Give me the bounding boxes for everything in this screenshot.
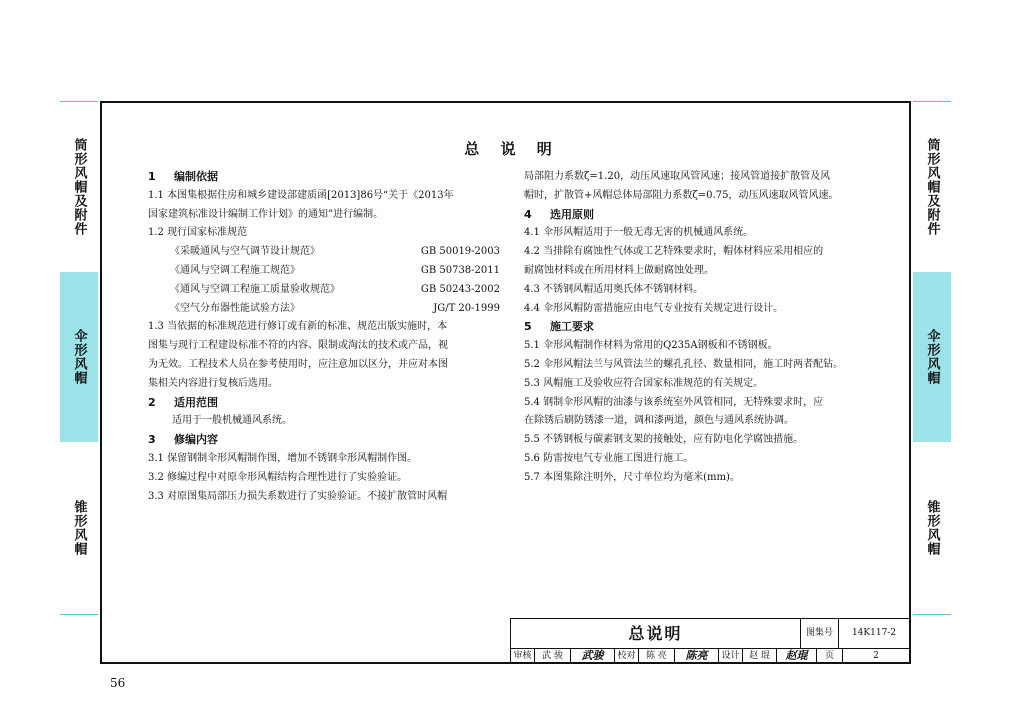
standard-row: 《空气分布器性能试验方法》 JG/T 20-1999 xyxy=(170,302,500,314)
standard-row: 《通风与空调工程施工规范》 GB 50738-2011 xyxy=(170,264,500,276)
side-tab-umbrella[interactable] xyxy=(60,272,98,442)
side-tab-umbrella-right[interactable] xyxy=(913,272,951,442)
text-line: 适用于一般机械通风系统。 xyxy=(172,415,292,427)
text-line: 局部阻力系数ζ=1.20，动压风速取风管风速；接风管道接扩散管及风 xyxy=(524,171,831,182)
page-number: 56 xyxy=(110,676,126,690)
text-line: 4.2 当排除有腐蚀性气体或工艺特殊要求时，帽体材料应采用相应的 xyxy=(524,246,824,258)
text-line: 4.1 伞形风帽适用于一般无毒无害的机械通风系统。 xyxy=(524,227,754,239)
title-block-title: 总说明 xyxy=(511,619,801,648)
section-heading: 3 修编内容 xyxy=(148,433,218,447)
text-line: 3.2 修编过程中对原伞形风帽结构合理性进行了实验验证。 xyxy=(148,471,408,483)
reviewer-signature: 武骏 xyxy=(571,648,615,664)
designer-name: 赵 琨 xyxy=(743,648,777,664)
text-line: 耐腐蚀材料或在所用材料上做耐腐蚀处理。 xyxy=(524,264,714,276)
text-line: 5.3 风帽施工及验收应符合国家标准规范的有关规定。 xyxy=(524,377,764,389)
text-line: 在除锈后刷防锈漆一道，调和漆两道，颜色与通风系统协调。 xyxy=(524,415,794,427)
atlas-number-label: 图集号 xyxy=(801,619,839,648)
standard-row: 《通风与空调工程施工质量验收规范》 GB 50243-2002 xyxy=(170,283,500,295)
side-tab-label: 伞形风帽 xyxy=(71,329,87,385)
page-title: 总 说 明 xyxy=(464,140,560,158)
text-line: 1.3 当依据的标准规范进行修订或有新的标准、规范出版实施时，本 xyxy=(148,321,448,333)
text-line: 3.3 对原图集局部压力损失系数进行了实验验证。不接扩散管时风帽 xyxy=(148,490,448,502)
section-heading: 2 适用范围 xyxy=(148,395,218,409)
text-line: 1.2 现行国家标准规范 xyxy=(148,227,248,239)
section-heading: 4 选用原则 xyxy=(524,207,594,221)
text-line: 3.1 保留钢制伞形风帽制作图，增加不锈钢伞形风帽制作图。 xyxy=(148,452,418,464)
text-line: 1.1 本图集根据住房和城乡建设部建质函[2013]86号“关于《2013年 xyxy=(148,189,454,201)
side-tab-conical-right[interactable] xyxy=(913,442,951,614)
design-label: 设计 xyxy=(719,648,743,664)
standard-row: 《采暖通风与空气调节设计规范》 GB 50019-2003 xyxy=(170,246,500,258)
review-label: 审核 xyxy=(511,648,535,664)
left-column xyxy=(148,168,500,506)
text-line: 5.2 伞形风帽法兰与风管法兰的螺孔孔径、数量相同，施工时两者配钻。 xyxy=(524,358,844,370)
side-tab-label: 锥形风帽 xyxy=(71,500,87,556)
atlas-number: 14K117-2 xyxy=(851,628,897,638)
title-block xyxy=(510,618,911,664)
side-tab-label: 锥形风帽 xyxy=(924,500,940,556)
text-line: 5.7 本图集除注明外，尺寸单位均为毫米(mm)。 xyxy=(524,471,740,483)
page-value: 2 xyxy=(873,651,879,661)
checker-name: 陈 亮 xyxy=(639,648,675,664)
section-heading: 1 编制依据 xyxy=(148,170,218,183)
text-line: 帽时，扩散管+风帽总体局部阻力系数ζ=0.75，动压风速取风管风速。 xyxy=(524,189,839,201)
checker-signature: 陈亮 xyxy=(675,648,719,664)
side-tab-label: 筒形风帽及附件 xyxy=(924,138,940,236)
side-tab-cylindrical-right[interactable] xyxy=(913,102,951,272)
text-line: 4.3 不锈钢风帽适用奥氏体不锈钢材料。 xyxy=(524,283,704,295)
side-tab-cylindrical[interactable] xyxy=(60,102,98,272)
text-line: 4.4 伞形风帽防雷措施应由电气专业按有关规定进行设计。 xyxy=(524,302,784,314)
text-line: 图集与现行工程建设标准不符的内容、限制或淘汰的技术或产品，视 xyxy=(148,340,448,352)
text-line: 5.4 钢制伞形风帽的油漆与该系统室外风管相同，无特殊要求时，应 xyxy=(524,396,824,408)
side-tab-label: 伞形风帽 xyxy=(924,329,940,385)
text-line: 5.5 不锈钢板与碳素钢支架的接触处，应有防电化学腐蚀措施。 xyxy=(524,434,804,446)
designer-signature: 赵琨 xyxy=(777,648,817,664)
text-line: 国家建筑标准设计编制工作计划》的通知”进行编制。 xyxy=(148,208,384,220)
reviewer-name: 武 骏 xyxy=(535,648,571,664)
page-label: 页 xyxy=(817,648,843,664)
right-column xyxy=(524,168,880,488)
text-line: 为无效。工程技术人员在参考使用时，应注意加以区分，并应对本图 xyxy=(148,358,448,370)
side-tab-conical[interactable] xyxy=(60,442,98,614)
text-line: 集相关内容进行复核后选用。 xyxy=(148,377,278,389)
text-line: 5.1 伞形风帽制作材料为常用的Q235A钢板和不锈钢板。 xyxy=(524,340,778,352)
section-heading: 5 施工要求 xyxy=(524,320,594,334)
check-label: 校对 xyxy=(615,648,639,664)
side-tab-label: 筒形风帽及附件 xyxy=(71,138,87,236)
text-line: 5.6 防雷按电气专业施工图进行施工。 xyxy=(524,452,694,464)
